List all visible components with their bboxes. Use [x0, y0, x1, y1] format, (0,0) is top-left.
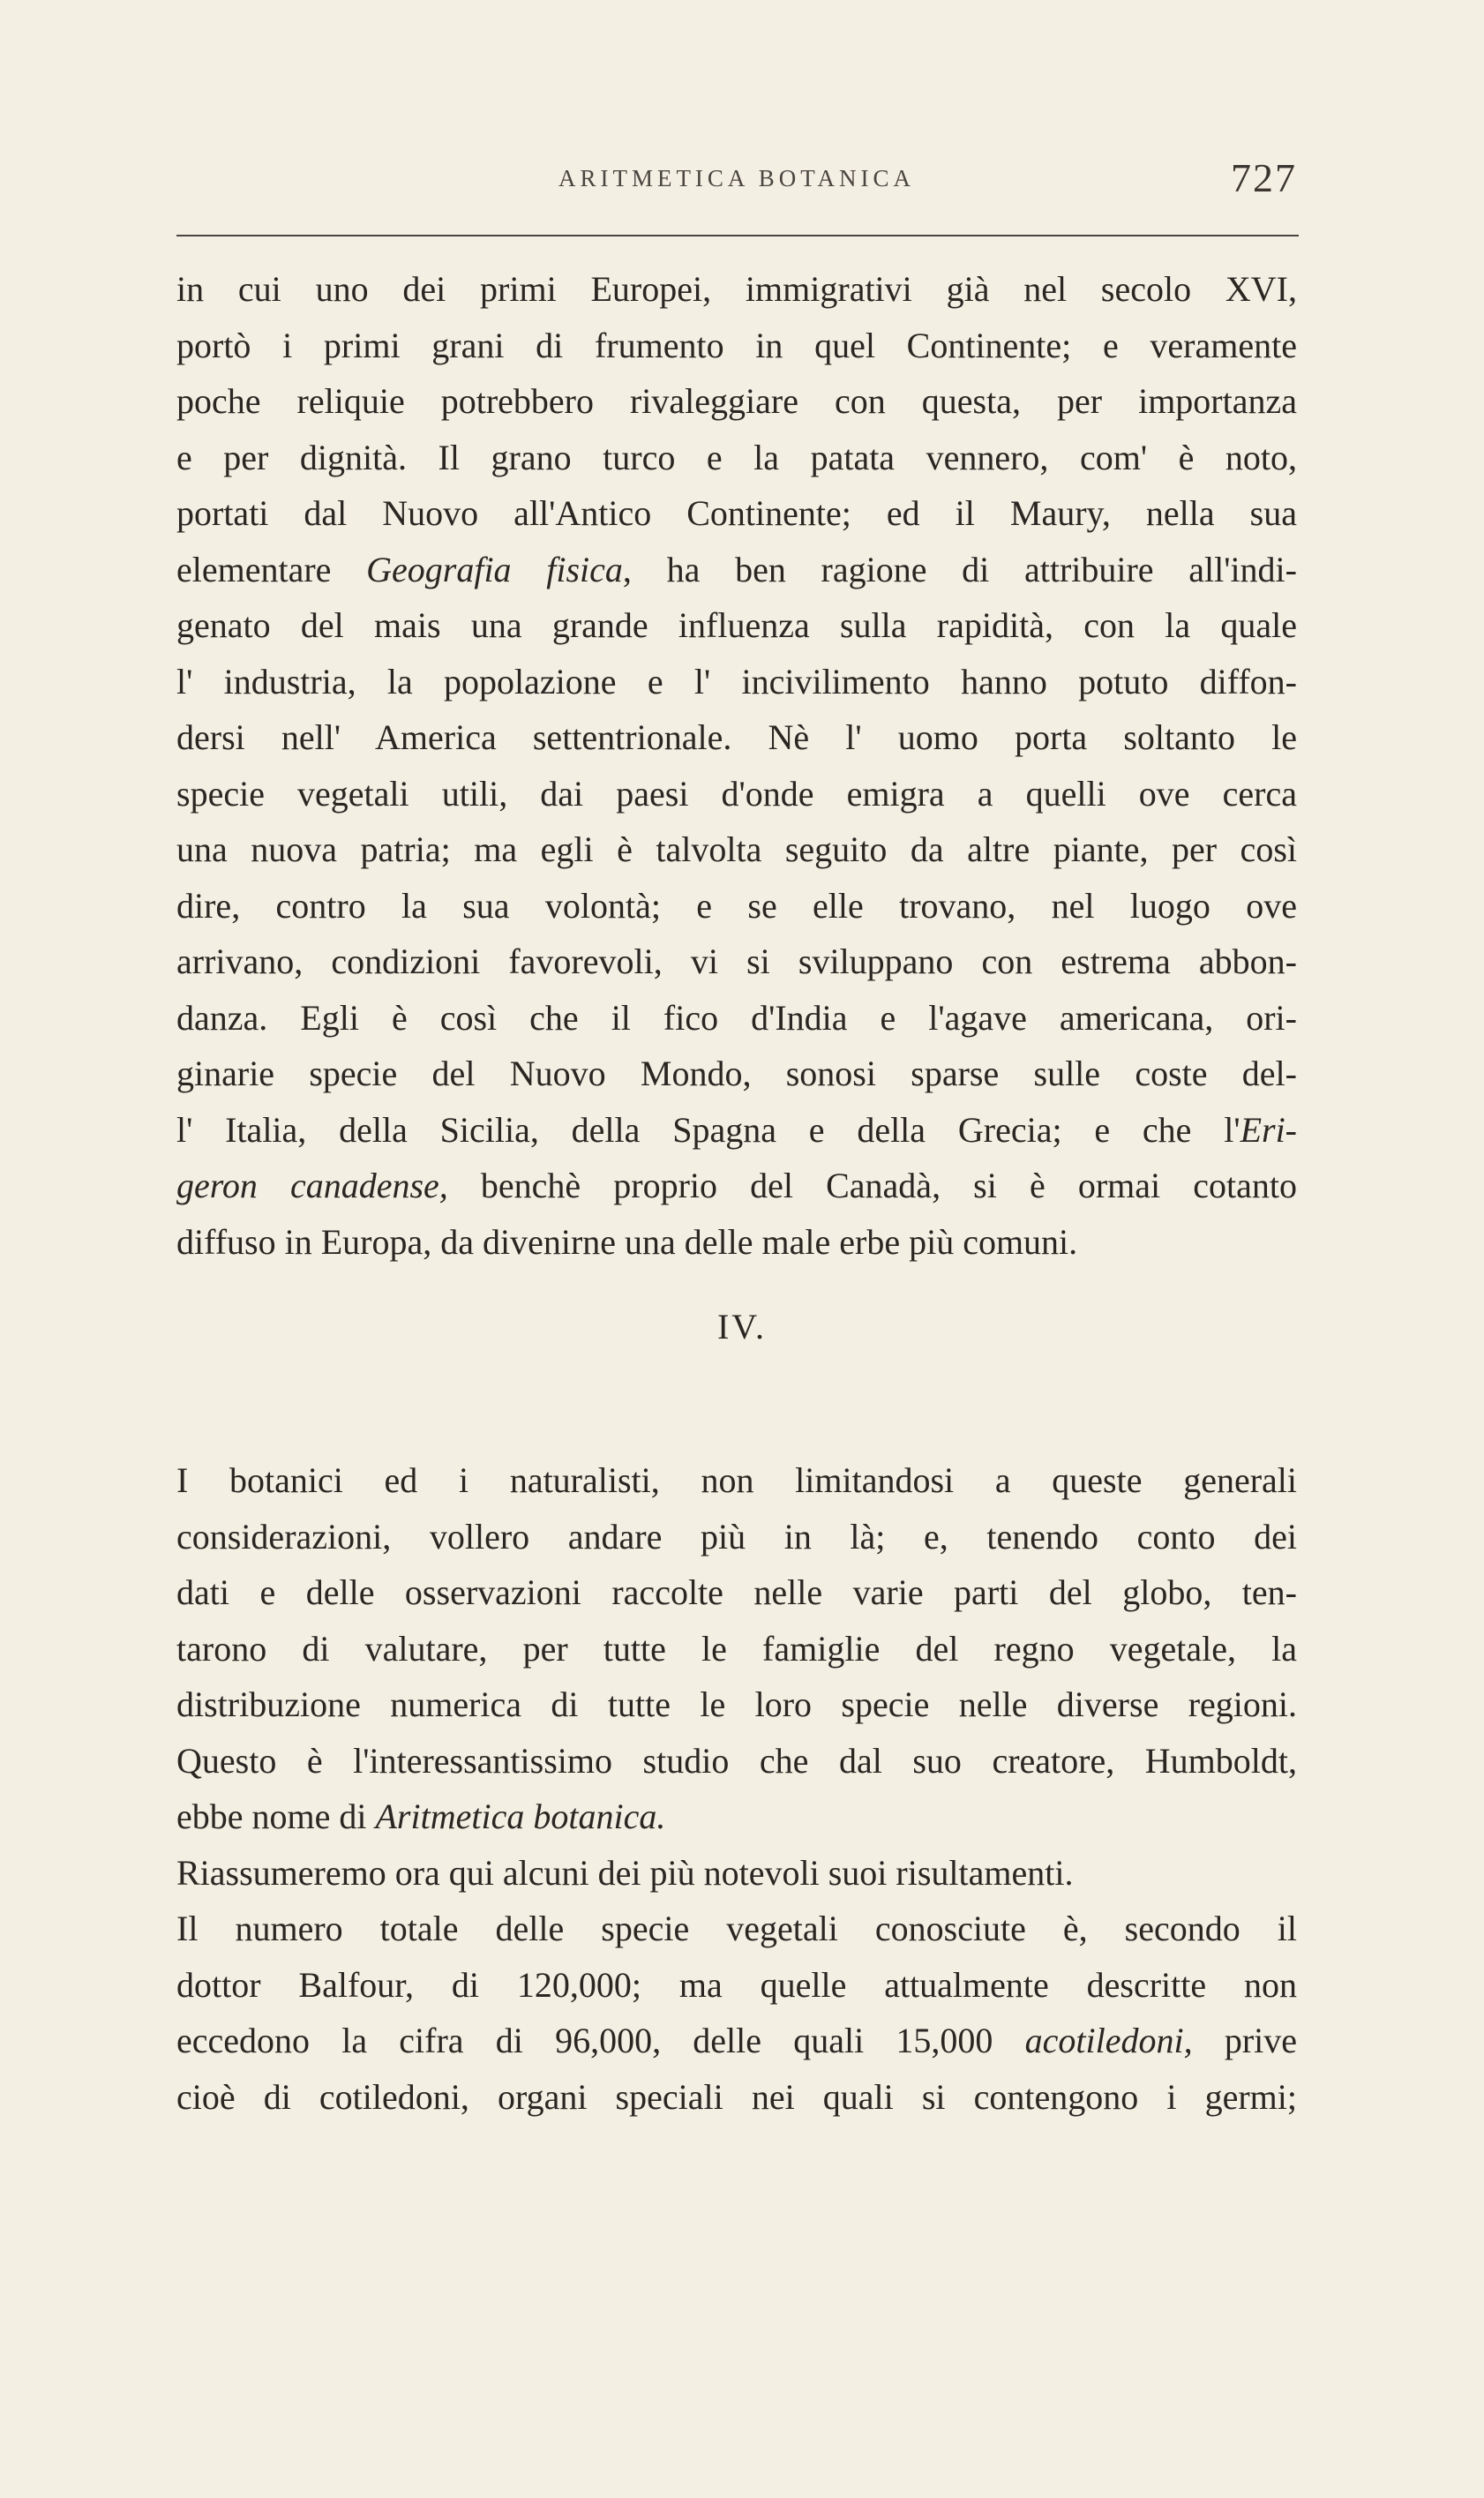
text-run: l' Italia, della Sicilia, della Spagna e della Grecia; e che l': [176, 1109, 1240, 1150]
text-line: Il numero totale delle specie vegetali conosciute è, secondo il: [176, 1909, 1297, 1948]
text-line: una nuova patria; ma egli è talvolta seguito da altre piante, per così: [176, 829, 1297, 869]
text-run: ebbe nome di: [176, 1797, 376, 1836]
text-line: arrivano, condizioni favorevoli, vi si sviluppano con estrema abbon-: [176, 941, 1297, 981]
paragraph-2: [176, 1452, 1297, 1845]
text-run: benchè proprio del Canadà, si è ormai cotanto: [447, 1166, 1297, 1205]
text-line: portati dal Nuovo all'Antico Continente; ed il Maury, nella sua: [176, 493, 1297, 533]
paragraph-1: [176, 261, 1297, 1270]
text-line: [176, 1789, 1297, 1845]
page-header: [176, 154, 1297, 216]
term-italic: acotiledoni,: [1024, 2021, 1193, 2060]
text-line: e per dignità. Il grano turco e la patata vennero, com' è noto,: [176, 437, 1297, 477]
page-number: 727: [1231, 155, 1297, 200]
text-line: dottor Balfour, di 120,000; ma quelle attualmente descritte non: [176, 1964, 1297, 2005]
text-line: [176, 1158, 1297, 1214]
text-line: poche reliquie potrebbero rivaleggiare con questa, per importanza: [176, 381, 1297, 421]
paragraph-3: [176, 1845, 1297, 1902]
text-line: diffuso in Europa, da divenirne una delle male erbe più comuni.: [176, 1221, 1078, 1262]
section-heading: IV.: [716, 1307, 768, 1347]
text-line: [176, 2013, 1297, 2069]
text-line: l' industria, la popolazione e l' incivilimento hanno potuto diffon-: [176, 661, 1297, 701]
species-name-italic: Eri-: [1240, 1109, 1297, 1150]
text-run: prive: [1192, 2021, 1298, 2060]
text-line: considerazioni, vollero andare più in là; e, tenendo conto dei: [176, 1516, 1297, 1557]
species-name-italic: geron canadense,: [176, 1166, 448, 1205]
text-line: tarono di valutare, per tutte le famiglie del regno vegetale, la: [176, 1628, 1297, 1669]
text-run: , ha ben ragione di attribuire all'indi-: [622, 549, 1297, 589]
text-line: I botanici ed i naturalisti, non limitandosi a queste generali: [176, 1460, 1297, 1500]
text-line: dersi nell' America settentrionale. Nè l' uomo porta soltanto le: [176, 717, 1297, 757]
book-title-italic: Geografia fisica: [366, 549, 623, 589]
text-line: in cui uno dei primi Europei, immigrativi già nel secolo XVI,: [176, 269, 1297, 309]
text-line: portò i primi grani di frumento in quel Continente; e veramente: [176, 325, 1297, 365]
text-line: specie vegetali utili, dai paesi d'onde emigra a quelli ove cerca: [176, 773, 1297, 814]
term-italic: Aritmetica botanica.: [375, 1797, 666, 1836]
text-line: genato del mais una grande influenza sulla rapidità, con la quale: [176, 605, 1297, 645]
text-line: dire, contro la sua volontà; e se elle trovano, nel luogo ove: [176, 885, 1297, 926]
text-line: distribuzione numerica di tutte le loro specie nelle diverse regioni.: [176, 1684, 1297, 1724]
text-run: eccedono la cifra di 96,000, delle quali 15,000: [176, 2021, 1025, 2060]
text-run: elementare: [176, 549, 367, 589]
text-line: ginarie specie del Nuovo Mondo, sonosi sparse sulle coste del-: [176, 1054, 1297, 1093]
text-line: [176, 1102, 1297, 1159]
text-line: danza. Egli è così che il fico d'India e l'agave americana, ori-: [176, 997, 1297, 1038]
header-rule: [176, 235, 1299, 236]
running-title: ARITMETICA BOTANICA: [558, 165, 916, 191]
text-line: dati e delle osservazioni raccolte nelle varie parti del globo, ten-: [176, 1572, 1297, 1612]
text-line: Questo è l'interessantissimo studio che dal suo creatore, Humboldt,: [176, 1740, 1297, 1781]
text-line: [176, 542, 1297, 598]
paragraph-4: [176, 1901, 1297, 2125]
text-line: cioè di cotiledoni, organi speciali nei quali si contengono i germi;: [176, 2076, 1297, 2117]
text-line: Riassumeremo ora qui alcuni dei più notevoli suoi risultamenti.: [176, 1853, 1074, 1893]
